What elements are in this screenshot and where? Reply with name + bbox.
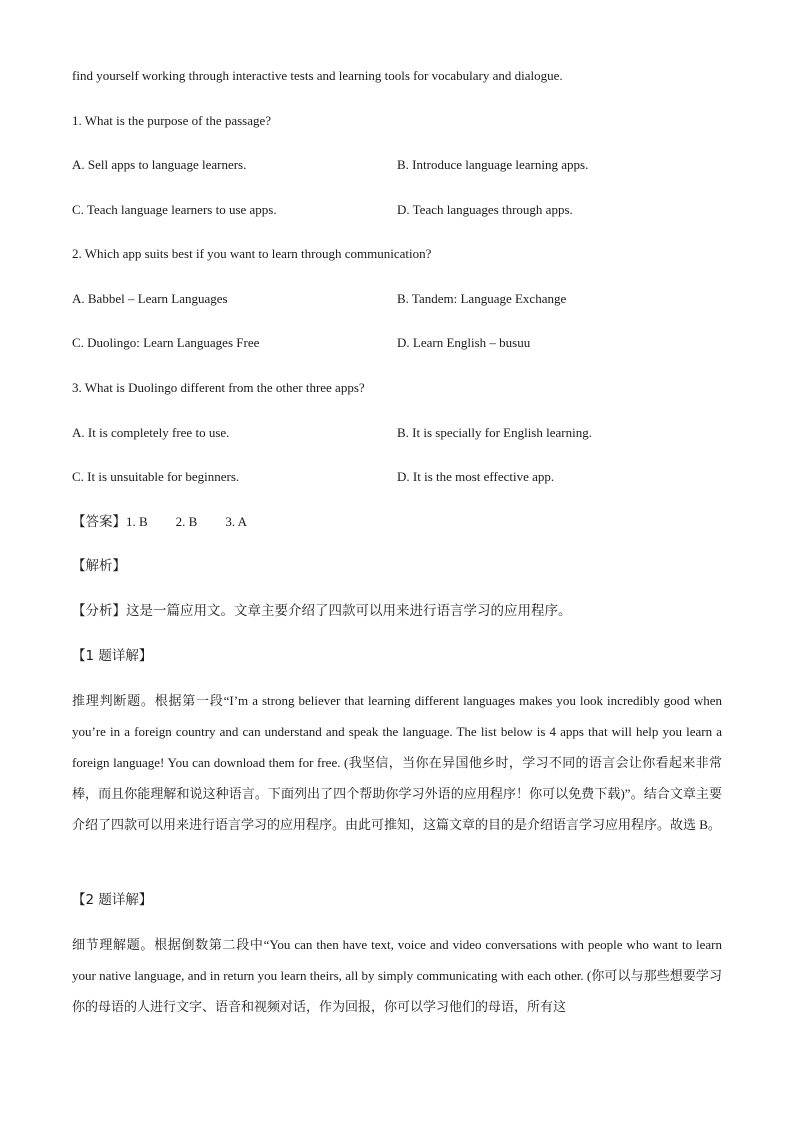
question-2-option-d: D. Learn English – busuu xyxy=(397,335,531,350)
detail-1-paragraph: 推理判断题。根据第一段“I’m a strong believer that learning different languages makes you look incredibly good when you’re in a foreign country and can understand and speak the language. The list below is 4 apps that will help you learn a foreign language! You can download them for free. (我坚信，当你在异国他乡时，学习不同的语言会让你看起来非常棒，而且你能理解和说这种语言。下面列出了四个帮助你学习外语的应用程序！你可以免费下载)”。结合文章主要介绍了四款可以用来进行语言学习的应用程序。由此可推知，这篇文章的目的是介绍语言学习应用程序。故选 B。 xyxy=(72,693,722,832)
intro-tail: find yourself working through interactive tests and learning tools for vocabulary and dialogue. xyxy=(72,68,563,83)
overview-line xyxy=(72,602,572,620)
question-3-option-a: A. It is completely free to use. xyxy=(72,425,230,440)
question-3-option-b: B. It is specially for English learning. xyxy=(397,425,592,440)
question-1-option-d: D. Teach languages through apps. xyxy=(397,202,573,217)
question-1-option-a: A. Sell apps to language learners. xyxy=(72,157,247,172)
question-3-option-d: D. It is the most effective app. xyxy=(397,469,555,484)
question-2-stem: 2. Which app suits best if you want to learn through communication? xyxy=(72,246,432,261)
answer-label: 【答案】 xyxy=(72,514,126,530)
question-1-option-c: C. Teach language learners to use apps. xyxy=(72,202,277,217)
answer-item-3: 3. A xyxy=(225,514,248,529)
overview-text: 这是一篇应用文。文章主要介绍了四款可以用来进行语言学习的应用程序。 xyxy=(126,603,572,619)
question-1-option-b: B. Introduce language learning apps. xyxy=(397,157,589,172)
answer-item-1: 1. B xyxy=(126,514,148,529)
detail-1-label: 【1 题详解】 xyxy=(72,648,153,664)
overview-label: 【分析】 xyxy=(72,603,126,619)
detail-2-paragraph: 细节理解题。根据倒数第二段中“You can then have text, voice and video conversations with people who want to learn your native language, and in return you learn theirs, all by simply communicating with each other. (你可以与那些想要学习你的母语的人进行文字、语音和视频对话，作为回报，你可以学习他们的母语，所有这 xyxy=(72,937,722,1014)
question-3-option-c: C. It is unsuitable for beginners. xyxy=(72,469,240,484)
question-1-stem: 1. What is the purpose of the passage? xyxy=(72,113,272,128)
question-3-stem: 3. What is Duolingo different from the other three apps? xyxy=(72,380,365,395)
answer-line xyxy=(72,513,247,531)
question-2-option-c: C. Duolingo: Learn Languages Free xyxy=(72,335,260,350)
analysis-label: 【解析】 xyxy=(72,558,126,574)
question-2-option-a: A. Babbel – Learn Languages xyxy=(72,291,228,306)
answer-item-2: 2. B xyxy=(175,514,198,529)
question-2-option-b: B. Tandem: Language Exchange xyxy=(397,291,567,306)
detail-2-label: 【2 题详解】 xyxy=(72,892,153,908)
